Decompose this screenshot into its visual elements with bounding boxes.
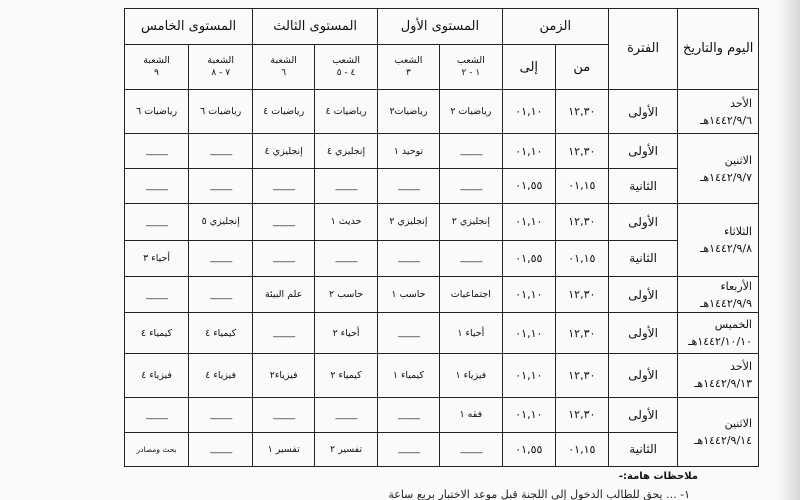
day-cell: الاثنين ١٤٤٢/٩/١٤هـ	[678, 398, 759, 467]
subject-cell: رياضيات ٦	[125, 89, 189, 133]
time-from-cell: ١٢,٣٠	[555, 313, 608, 353]
period-cell: الثانية	[608, 240, 678, 276]
header-section-l5-b: الشعبة ٩	[125, 45, 189, 89]
header-section-l3-b: الشعبة ٦	[253, 45, 315, 89]
subject-cell: إنجليزي ٢	[439, 204, 502, 240]
header-section-l1-a: الشعب ١ - ٢	[439, 45, 502, 89]
header-level-3: المستوى الثالث	[253, 9, 378, 45]
header-section-l3-a: الشعب ٤ - ٥	[315, 45, 378, 89]
period-cell: الأولى	[608, 313, 678, 353]
subject-cell: ______	[378, 432, 440, 466]
time-from-cell: ١٢,٣٠	[555, 89, 608, 133]
time-to-cell: ٠١,١٠	[502, 313, 555, 353]
table-row	[125, 168, 759, 203]
period-cell: الأولى	[608, 276, 678, 312]
period-cell: الثانية	[608, 168, 678, 203]
subject-cell: ______	[189, 276, 253, 312]
subject-cell: ______	[439, 240, 502, 276]
header-section-l5-a: الشعبة ٧ - ٨	[189, 45, 253, 89]
table-row	[125, 276, 759, 312]
subject-cell: ______	[125, 204, 189, 240]
subject-cell: فيزياء ٤	[189, 353, 253, 397]
subject-cell: ______	[189, 398, 253, 432]
time-to-cell: ٠١,٥٥	[502, 240, 555, 276]
table-row	[125, 240, 759, 276]
day-cell: الأربعاء ١٤٤٢/٩/٩هـ	[678, 276, 759, 312]
header-section-l1-b: الشعب ٣	[378, 45, 440, 89]
subject-cell: ______	[125, 134, 189, 168]
subject-cell: ______	[378, 168, 440, 203]
subject-cell: ______	[315, 398, 378, 432]
day-cell: الأحد ١٤٤٢/٩/١٣هـ	[678, 353, 759, 397]
subject-cell: ______	[125, 168, 189, 203]
time-to-cell: ٠١,٥٥	[502, 168, 555, 203]
subject-cell: فقه ١	[439, 398, 502, 432]
header-period: الفترة	[608, 9, 678, 90]
period-cell: الأولى	[608, 134, 678, 168]
table-row	[125, 89, 759, 133]
exam-schedule-table	[124, 8, 759, 467]
subject-cell: رياضيات٢	[378, 89, 440, 133]
subject-cell: كيمياء ١	[378, 353, 440, 397]
day-cell: الثلاثاء ١٤٤٢/٩/٨هـ	[678, 204, 759, 277]
subject-cell: كيمياء ٤	[125, 313, 189, 353]
table-row	[125, 432, 759, 466]
subject-cell: ______	[125, 276, 189, 312]
notes-title: ملاحظات هامة:-	[618, 471, 698, 482]
period-cell: الثانية	[608, 432, 678, 466]
time-from-cell: ١٢,٣٠	[555, 204, 608, 240]
notes-line-1: ١- ... يحق للطالب الدخول إلى اللجنة قبل موعد الاختبار بربع ساعة	[388, 488, 690, 500]
header-time-from: من	[555, 45, 608, 89]
subject-cell: ______	[189, 432, 253, 466]
subject-cell: ______	[378, 240, 440, 276]
subject-cell: ______	[439, 168, 502, 203]
subject-cell: ______	[439, 134, 502, 168]
subject-cell: كيمياء ٢	[315, 353, 378, 397]
table-row	[125, 134, 759, 168]
subject-cell: ______	[439, 432, 502, 466]
subject-cell: ______	[189, 240, 253, 276]
day-cell: الاثنين ١٤٤٢/٩/٧هـ	[678, 134, 759, 204]
header-level-1: المستوى الأول	[378, 9, 503, 45]
time-from-cell: ٠١,١٥	[555, 240, 608, 276]
table-row	[125, 313, 759, 353]
subject-cell: رياضيات ٢	[439, 89, 502, 133]
time-to-cell: ٠١,١٠	[502, 204, 555, 240]
header-row-1	[125, 9, 759, 45]
table-row	[125, 398, 759, 432]
subject-cell: أحياء ٢	[315, 313, 378, 353]
subject-cell: ______	[189, 134, 253, 168]
time-from-cell: ١٢,٣٠	[555, 276, 608, 312]
period-cell: الأولى	[608, 353, 678, 397]
subject-cell: حديث ١	[315, 204, 378, 240]
time-to-cell: ٠١,١٠	[502, 134, 555, 168]
subject-cell: ______	[125, 398, 189, 432]
subject-cell: أحياء ٣	[125, 240, 189, 276]
day-cell: الأحد ١٤٤٢/٩/٦هـ	[678, 89, 759, 133]
subject-cell: بحث ومصادر	[125, 432, 189, 466]
subject-cell: ______	[315, 240, 378, 276]
subject-cell: ______	[253, 398, 315, 432]
subject-cell: حاسب ١	[378, 276, 440, 312]
time-to-cell: ٠١,١٠	[502, 276, 555, 312]
header-time: الزمن	[502, 9, 608, 45]
time-to-cell: ٠١,١٠	[502, 398, 555, 432]
subject-cell: رياضيات ٦	[189, 89, 253, 133]
header-time-to: إلى	[502, 45, 555, 89]
subject-cell: ______	[253, 240, 315, 276]
subject-cell: علم البيئة	[253, 276, 315, 312]
subject-cell: اجتماعيات	[439, 276, 502, 312]
time-from-cell: ٠١,١٥	[555, 432, 608, 466]
subject-cell: تفسير ٢	[315, 432, 378, 466]
subject-cell: رياضيات ٤	[315, 89, 378, 133]
table-row	[125, 204, 759, 240]
header-day-date: اليوم والتاريخ	[678, 9, 759, 90]
period-cell: الأولى	[608, 89, 678, 133]
subject-cell: تفسير ١	[253, 432, 315, 466]
time-to-cell: ٠١,٥٥	[502, 432, 555, 466]
time-to-cell: ٠١,١٠	[502, 353, 555, 397]
subject-cell: فيزياء ٤	[125, 353, 189, 397]
period-cell: الأولى	[608, 204, 678, 240]
subject-cell: ______	[253, 204, 315, 240]
subject-cell: ______	[315, 168, 378, 203]
subject-cell: إنجليزي ٥	[189, 204, 253, 240]
time-from-cell: ١٢,٣٠	[555, 398, 608, 432]
subject-cell: إنجليزي ٤	[315, 134, 378, 168]
subject-cell: حاسب ٢	[315, 276, 378, 312]
subject-cell: إنجليزي ٤	[253, 134, 315, 168]
subject-cell: رياضيات ٤	[253, 89, 315, 133]
subject-cell: فيزياء ١	[439, 353, 502, 397]
subject-cell: إنجليزي ٢	[378, 204, 440, 240]
subject-cell: ______	[253, 168, 315, 203]
time-from-cell: ١٢,٣٠	[555, 134, 608, 168]
table-row	[125, 353, 759, 397]
subject-cell: ______	[378, 398, 440, 432]
subject-cell: فيزياء٢	[253, 353, 315, 397]
subject-cell: ______	[378, 313, 440, 353]
subject-cell: كيمياء ٤	[189, 313, 253, 353]
time-from-cell: ١٢,٣٠	[555, 353, 608, 397]
day-cell: الخميس ١٤٤٢/١٠/١٠هـ	[678, 313, 759, 353]
subject-cell: توحيد ١	[378, 134, 440, 168]
period-cell: الأولى	[608, 398, 678, 432]
subject-cell: ______	[253, 313, 315, 353]
header-level-5: المستوى الخامس	[125, 9, 253, 45]
time-to-cell: ٠١,١٠	[502, 89, 555, 133]
time-from-cell: ٠١,١٥	[555, 168, 608, 203]
subject-cell: ______	[189, 168, 253, 203]
subject-cell: أحياء ١	[439, 313, 502, 353]
